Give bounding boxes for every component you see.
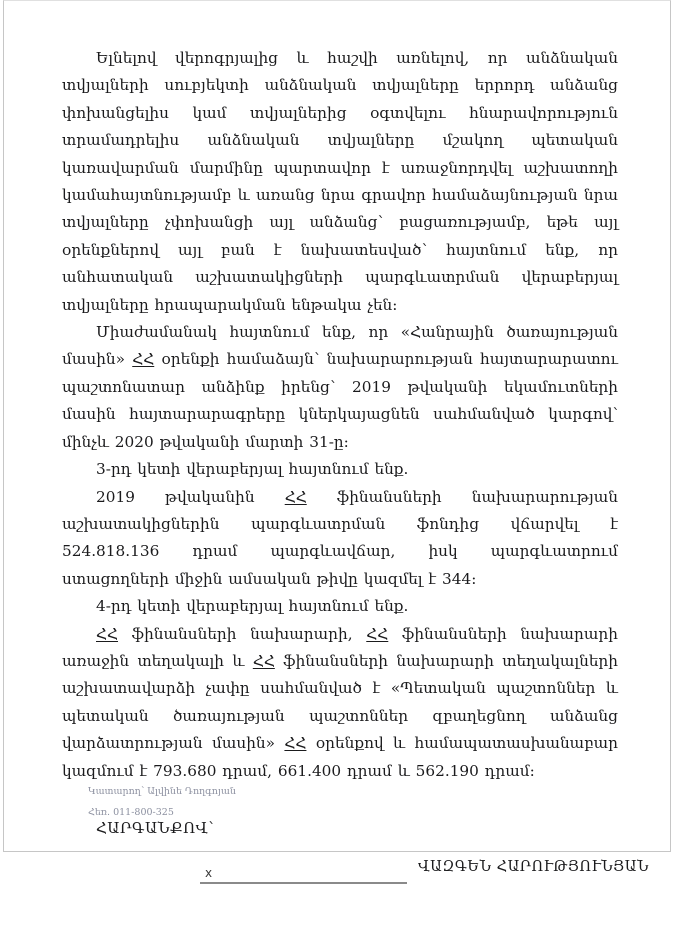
signature-line[interactable] [200,855,407,884]
closing-salutation: ՀԱՐԳԱՆՔՈՎ՝ [96,818,215,837]
paragraph-bonus-fund: 2019 թվականին ՀՀ ֆինանսների նախարարության աշխատակիցներին պարգևատրման ֆոնդից վճարվել է 524.818.136 դրամ պարգևավճար, իսկ պարգևատրում ստացողների միջին ամսական թիվը կազմել է 344: [62,487,618,588]
signature-x-mark[interactable]: x [205,865,213,880]
paragraph-point3-heading: 3-րդ կետի վերաբերյալ հայտնում ենք. [96,460,409,479]
signatory-name: ՎԱԶԳԵՆ ՀԱՐՈՒԹՅՈՒՆՅԱՆ [418,858,650,875]
paragraph-declarations: Միաժամանակ հայտնում ենք, որ «Հանրային ծառայության մասին» ՀՀ օրենքի համաձայն՝ նախարարության հայտարարատու պաշտոնատար անձինք իրենց՝ 2019 թվականի եկամուտների մասին հայտարարագրերը կներկայացնեն սահմանված կարգով՝ մինչև 2020 թվականի մարտի 31-ը: [62,323,619,451]
footer-note [88,781,236,823]
signature-area [62,843,650,938]
phone-note: Հեռ. 011-800-325 [88,807,174,818]
paragraph-privacy-intro: Ելնելով վերոգրյալից և հաշվի առնելով, որ անձնական տվյալների սուբյեկտի անձնական տվյալները երրորդ անձանց փոխանցելիս կամ տվյալներից օգտվելու հնարավորություն տրամադրելիս անձնական տվյալները մշակող պետական կառավարման մարմինը պարտավոր է առաջնորդվել աշխատողի կամահայտնությամբ և առանց նրա գրավոր համաձայնության նրա տվյալները չփոխանցի այլ անձանց՝ բացառությամբ, եթե այլ օրենքներով այլ բան է նախատեսված՝ հայտնում ենք, որ անհատական աշխատակիցների պարգևատրման վերաբերյալ տվյալները հրապարակման ենթակա չեն: [62,49,618,314]
paragraph-point4-heading: 4-րդ կետի վերաբերյալ հայտնում ենք. [96,597,409,616]
executor-note: Կատարող՝ Ալվինե Դողգոյան [88,786,236,797]
paragraph-salaries: ՀՀ ֆինանսների նախարարի, ՀՀ ֆինանսների նախարարի առաջին տեղակալի և ՀՀ ֆինանսների նախարարի տեղակալների աշխատավարձի չափը սահմանված է «Պետական պաշտոններ և պետական ծառայության պաշտոններ զբաղեցնող անձանց վարձատրության մասին» ՀՀ օրենքով և համապատասխանաբար կազմում է 793.680 դրամ, 661.400 դրամ և 562.190 դրամ: [62,624,619,780]
